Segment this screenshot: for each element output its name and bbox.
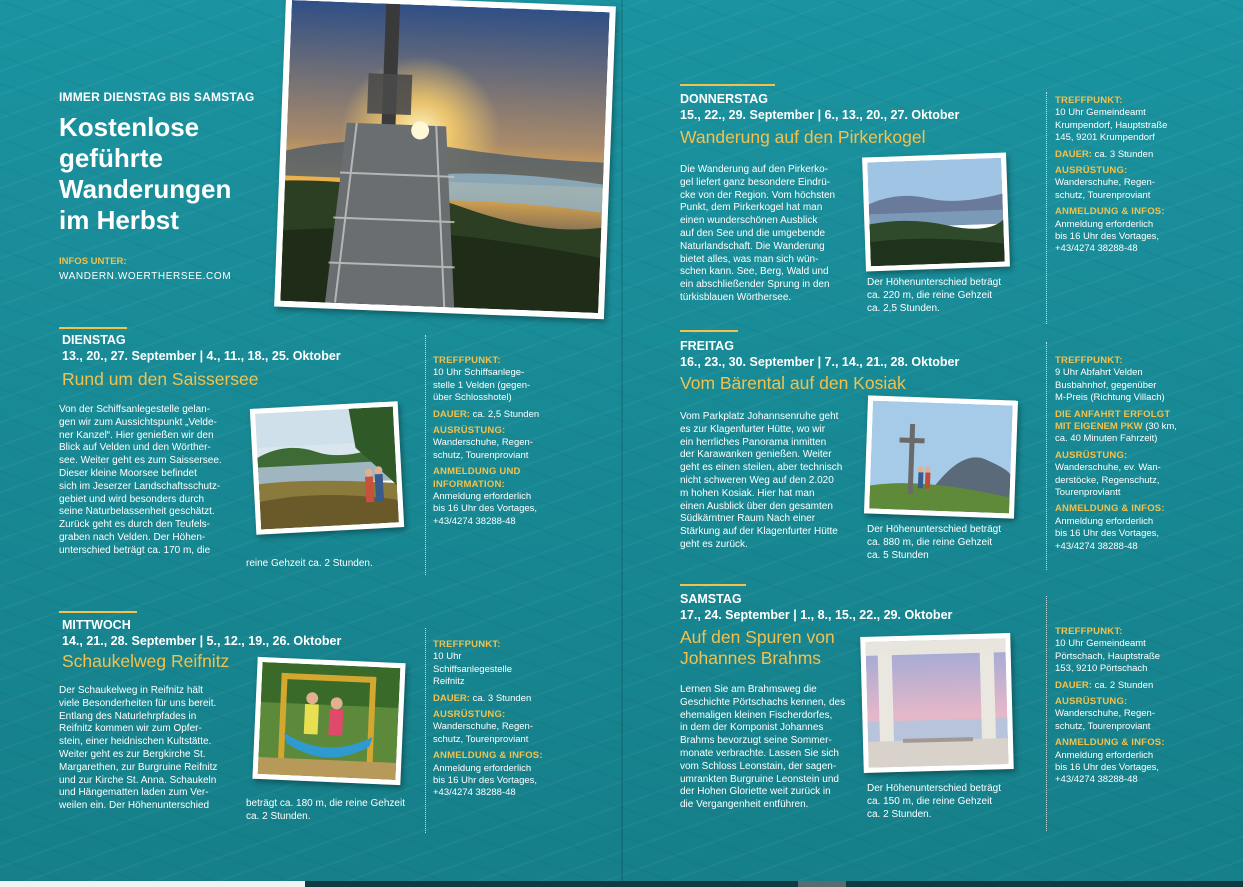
text-line: gel liefert ganz besondere Eindrü- xyxy=(680,176,831,188)
text-line: der Karawanken genießen. Weiter xyxy=(680,449,832,461)
anmeldung-value xyxy=(433,763,563,800)
text-line: Der Höhenunterschied beträgt xyxy=(867,783,1001,794)
swing-image xyxy=(258,662,401,780)
text-line: see. Weiter geht es zum Saissersee. xyxy=(59,455,222,467)
text-line: einen wunderschönen Ausblick xyxy=(680,215,818,227)
dauer-label: DAUER: xyxy=(433,408,470,420)
tour-title: Wanderung auf den Pirkerkogel xyxy=(680,127,926,147)
tour-title: Vom Bärental auf den Kosiak xyxy=(680,373,906,393)
tour-day: DIENSTAG xyxy=(62,333,126,347)
text-line: Reifnitz xyxy=(433,676,465,688)
anfahrt-label: DIE ANFAHRT ERFOLGT xyxy=(1055,408,1171,420)
tower-sunset-image xyxy=(280,0,609,313)
tour-description xyxy=(680,411,860,552)
photo-caption xyxy=(867,277,1001,315)
text-line: ein herrliches Panorama inmitten xyxy=(680,436,827,448)
phone-number[interactable]: +43/4274 38288-48 xyxy=(1055,243,1138,255)
dauer-value: ca. 3 Stunden xyxy=(472,692,532,704)
summit-cross-image xyxy=(869,401,1013,514)
ausruestung-label: AUSRÜSTUNG: xyxy=(433,709,506,721)
gloriette-image xyxy=(865,638,1008,768)
text-line: schen kann. See, Berg, Wald und xyxy=(680,266,829,278)
anfahrt-row xyxy=(1055,421,1190,433)
text-line: Brahms bevorzugt seine Sommer- xyxy=(680,735,832,747)
text-line: nicht schweren Weg auf den 2.020 xyxy=(680,474,834,486)
text-line: bis 16 Uhr des Vortages, xyxy=(1055,528,1160,540)
treffpunkt-label: TREFFPUNKT: xyxy=(1055,626,1123,637)
ausruestung-label: AUSRÜSTUNG: xyxy=(1055,449,1128,461)
text-line: Punkt, dem Pirkerkogel hat man xyxy=(680,202,823,214)
text-line: Wanderschuhe, ev. Wan- xyxy=(1055,462,1161,474)
text-line: ca. 2 Stunden. xyxy=(867,808,932,820)
text-line: 145, 9201 Krumpendorf xyxy=(1055,132,1155,144)
text-line: Die Wanderung auf den Pirkerko- xyxy=(680,164,829,175)
text-line: ner Kanzel“. Hier genießen wir den xyxy=(59,429,214,441)
tour-description xyxy=(680,164,860,305)
anmeldung-value xyxy=(1055,750,1185,787)
dauer-label: DAUER: xyxy=(1055,148,1092,160)
text-line: Reifnitz kommen wir zum Opfer- xyxy=(59,723,202,735)
anmeldung-value xyxy=(1055,516,1190,553)
section-rule xyxy=(680,330,738,332)
tour-dates: 16., 23., 30. September | 7., 14., 21., 28. Oktober xyxy=(680,355,960,369)
anfahrt-label: MIT EIGENEM PKW xyxy=(1055,421,1143,433)
text-line: und zur Kirche St. Anna. Schaukeln xyxy=(59,774,217,786)
text-line: bis 16 Uhr des Vortages, xyxy=(1055,231,1160,243)
treffpunkt-value xyxy=(433,367,563,404)
text-line: Naturlandschaft. Die Wanderung xyxy=(680,240,825,252)
text-line: ca. 220 m, die reine Gehzeit xyxy=(867,289,993,301)
text-line: M-Preis (Richtung Villach) xyxy=(1055,392,1165,404)
text-line: Wanderschuhe, Regen- xyxy=(1055,708,1155,720)
anmeldung-label: ANMELDUNG & INFOS: xyxy=(433,750,543,762)
treffpunkt-value xyxy=(1055,638,1185,675)
text-line: weilen ein. Der Höhenunterschied xyxy=(59,800,210,812)
text-line: Geschichte Pörtschachs kennen, des xyxy=(680,696,846,708)
tour-dates: 13., 20., 27. September | 4., 11., 18., 25. Oktober xyxy=(62,349,341,363)
text-line: 10 Uhr Gemeindeamt xyxy=(1055,638,1146,650)
text-line: Wanderschuhe, Regen- xyxy=(1055,177,1155,189)
anfahrt-note: ca. 40 Minuten Fahrzeit) xyxy=(1055,433,1158,445)
text-line: ca. 5 Stunden xyxy=(867,549,929,561)
anmeldung-value xyxy=(1055,219,1185,256)
treffpunkt-label: TREFFPUNKT: xyxy=(433,355,501,366)
text-line: die Vergangenheit entführen. xyxy=(680,799,809,811)
ausruestung-value xyxy=(1055,462,1190,499)
text-line: Schiffsanlegestelle xyxy=(433,663,513,675)
dauer-value: ca. 2,5 Stunden xyxy=(472,408,540,420)
page-title xyxy=(59,112,269,236)
text-line: Anmeldung erforderlich xyxy=(1055,218,1154,230)
bottom-edge xyxy=(0,881,1243,887)
text-line: sich im Jeserzer Landschaftsschutz- xyxy=(59,480,221,492)
panorama-image xyxy=(867,158,1005,267)
text-line: 10 Uhr xyxy=(433,651,462,663)
text-line: auf den See und die umgebende xyxy=(680,227,826,239)
tour-info xyxy=(1055,95,1185,260)
text-line: Anmeldung erforderlich xyxy=(1055,749,1154,761)
text-line: cke von der Region. Vom höchsten xyxy=(680,189,836,201)
intro-kicker: IMMER DIENSTAG BIS SAMSTAG xyxy=(59,90,255,104)
info-divider xyxy=(425,335,426,575)
text-line: Vom Parkplatz Johannsenruhe geht xyxy=(680,411,839,422)
text-line: Der Höhenunterschied beträgt xyxy=(867,524,1001,535)
tour-dates: 15., 22., 29. September | 6., 13., 20., 27. Oktober xyxy=(680,108,960,122)
text-line: schutz, Tourenproviant xyxy=(433,733,529,745)
text-line: gen wir zum Aussichtspunkt „Velde- xyxy=(59,416,217,428)
text-line: ehemaligen kleinen Fischerdorfes, xyxy=(680,709,833,721)
text-line: vom Schloss Leonstain, der sagen- xyxy=(680,760,837,772)
photo-caption xyxy=(246,798,405,824)
text-line: geht es zurück. xyxy=(680,538,748,550)
tour-day: SAMSTAG xyxy=(680,592,742,606)
text-line: 153, 9210 Pörtschach xyxy=(1055,663,1148,675)
info-divider xyxy=(1046,596,1047,831)
section-rule xyxy=(680,84,775,86)
text-line: Weiter geht es zur Bergkirche St. xyxy=(59,748,206,760)
photo-caption: reine Gehzeit ca. 2 Stunden. xyxy=(246,558,373,569)
text-line: ca. 150 m, die reine Gehzeit xyxy=(867,795,993,807)
text-line: Margarethen, zur Burgruine Reifnitz xyxy=(59,761,218,773)
title-line: Auf den Spuren von xyxy=(680,627,835,647)
text-line: türkisblauen Wörthersee. xyxy=(680,291,792,303)
anfahrt-note: (30 km, xyxy=(1142,421,1177,433)
photo-saissersee xyxy=(250,401,404,535)
text-line: graben nach Velden. Der Höhen- xyxy=(59,531,206,543)
page-spine xyxy=(621,0,623,887)
infos-url[interactable]: WANDERN.WOERTHERSEE.COM xyxy=(59,271,232,282)
text-line: und Hängematten laden zum Ver- xyxy=(59,787,209,799)
ausruestung-value xyxy=(1055,708,1185,733)
text-line: gebiet und wird besonders durch xyxy=(59,493,205,505)
text-line: ca. 880 m, die reine Gehzeit xyxy=(867,536,993,548)
text-line: Tourenproviantt xyxy=(1055,487,1121,499)
section-rule xyxy=(59,611,137,613)
text-line: bietet alles, was man sich wün- xyxy=(680,253,819,265)
info-divider xyxy=(1046,92,1047,324)
dauer-row xyxy=(433,409,563,421)
text-line: Busbahnhof, gegenüber xyxy=(1055,379,1157,391)
text-line: beträgt ca. 180 m, die reine Gehzeit xyxy=(246,798,405,809)
text-line: Stärkung auf der Klagenfurter Hütte xyxy=(680,526,838,538)
text-line: Anmeldung erforderlich xyxy=(1055,515,1154,527)
text-line: Entlang des Naturlehrpfades in xyxy=(59,710,197,722)
ausruestung-label: AUSRÜSTUNG: xyxy=(1055,696,1128,708)
ausruestung-label: AUSRÜSTUNG: xyxy=(433,425,506,437)
text-line: stein, einer heidnischen Kultstätte. xyxy=(59,736,212,748)
text-line: geht es einen steilen, aber technisch xyxy=(680,462,843,474)
tour-description xyxy=(680,684,860,812)
anmeldung-label: ANMELDUNG UND xyxy=(433,466,521,478)
text-line: schutz, Tourenproviant xyxy=(433,449,529,461)
tour-info xyxy=(433,355,563,532)
text-line: unterschied beträgt ca. 170 m, die xyxy=(59,544,211,556)
text-line: einen Ausblick über den gesamten xyxy=(680,500,833,512)
text-line: Zurück geht es durch den Teufels- xyxy=(59,519,211,531)
text-line: bis 16 Uhr des Vortages, xyxy=(433,503,538,515)
title-line: im Herbst xyxy=(59,205,179,235)
tour-title: Schaukelweg Reifnitz xyxy=(62,651,230,671)
infos-label: INFOS UNTER: xyxy=(59,256,127,267)
text-line: Lernen Sie am Brahmsweg die xyxy=(680,684,817,695)
treffpunkt-label: TREFFPUNKT: xyxy=(1055,95,1123,106)
phone-number[interactable]: +43/4274 38288-48 xyxy=(433,515,516,527)
treffpunkt-value xyxy=(1055,107,1185,144)
title-line: Johannes Brahms xyxy=(680,648,822,668)
section-rule xyxy=(680,584,746,586)
dauer-label: DAUER: xyxy=(433,692,470,704)
tour-dates: 14., 21., 28. September | 5., 12., 19., 26. Oktober xyxy=(62,634,342,648)
tour-info xyxy=(1055,355,1190,557)
text-line: seine Naturbelassenheit geschätzt. xyxy=(59,506,215,518)
text-line: stelle 1 Velden (gegen- xyxy=(433,379,531,391)
text-line: Anmeldung erforderlich xyxy=(433,491,532,503)
photo-brahmsweg xyxy=(860,633,1014,773)
text-line: derstöcke, Regenschutz, xyxy=(1055,474,1160,486)
lake-hikers-image xyxy=(255,406,399,529)
tour-day: MITTWOCH xyxy=(62,618,131,632)
text-line: m hohen Kosiak. Hier hat man xyxy=(680,487,815,499)
text-line: bis 16 Uhr des Vortages, xyxy=(433,775,538,787)
text-line: Blick auf Velden und den Wörther- xyxy=(59,442,211,454)
text-line: viele Besonderheiten für uns bereit. xyxy=(59,697,217,709)
text-line: es zur Klagenfurter Hütte, wo wir xyxy=(680,423,826,435)
ausruestung-value xyxy=(433,437,563,462)
phone-number[interactable]: +43/4274 38288-48 xyxy=(433,787,516,799)
text-line: schutz, Tourenproviant xyxy=(1055,720,1151,732)
tour-day: FREITAG xyxy=(680,339,734,353)
text-line: ca. 2 Stunden. xyxy=(246,810,311,822)
section-rule xyxy=(59,327,127,329)
treffpunkt-value xyxy=(1055,367,1190,404)
text-line: Der Höhenunterschied beträgt xyxy=(867,277,1001,288)
text-line: Krumpendorf, Hauptstraße xyxy=(1055,119,1168,131)
text-line: der Hohen Gloriette weit zurück in xyxy=(680,786,831,798)
bottom-edge-mark xyxy=(798,881,846,887)
text-line: Dieser kleine Moorsee befindet xyxy=(59,467,197,479)
ausruestung-value xyxy=(1055,177,1185,202)
tour-info xyxy=(433,639,563,804)
text-line: Wanderschuhe, Regen- xyxy=(433,721,533,733)
treffpunkt-label: TREFFPUNKT: xyxy=(1055,355,1123,366)
anmeldung-label: ANMELDUNG & INFOS: xyxy=(1055,503,1165,515)
ausruestung-label: AUSRÜSTUNG: xyxy=(1055,165,1128,177)
tour-title xyxy=(680,627,835,669)
text-line: bis 16 Uhr des Vortages, xyxy=(1055,762,1160,774)
tour-day: DONNERSTAG xyxy=(680,92,768,106)
text-line: 9 Uhr Abfahrt Velden xyxy=(1055,367,1143,379)
anmeldung-value xyxy=(433,491,563,528)
text-line: Pörtschach, Hauptstraße xyxy=(1055,650,1161,662)
photo-kosiak xyxy=(864,395,1018,518)
photo-pirkerkogel xyxy=(862,153,1010,272)
dauer-row xyxy=(1055,680,1185,692)
text-line: ein abschließender Sprung in den xyxy=(680,279,830,291)
anmeldung-label: INFORMATION: xyxy=(433,478,505,490)
phone-number[interactable]: +43/4274 38288-48 xyxy=(1055,540,1138,552)
tour-description xyxy=(59,404,249,558)
text-line: schutz, Tourenproviant xyxy=(1055,189,1151,201)
photo-caption xyxy=(867,524,1001,562)
dauer-value: ca. 3 Stunden xyxy=(1094,148,1154,160)
tour-title: Rund um den Saissersee xyxy=(62,369,259,389)
text-line: 10 Uhr Schiffsanlege- xyxy=(433,367,525,379)
title-line: Wanderungen xyxy=(59,174,232,204)
dauer-label: DAUER: xyxy=(1055,679,1092,691)
dauer-row xyxy=(433,693,563,705)
ausruestung-value xyxy=(433,721,563,746)
text-line: Anmeldung erforderlich xyxy=(433,762,532,774)
text-line: Wanderschuhe, Regen- xyxy=(433,437,533,449)
hero-photo-tower xyxy=(274,0,616,319)
bottom-edge-light xyxy=(0,881,305,887)
anmeldung-label: ANMELDUNG & INFOS: xyxy=(1055,206,1165,218)
treffpunkt-label: TREFFPUNKT: xyxy=(433,639,501,650)
anmeldung-label: ANMELDUNG & INFOS: xyxy=(1055,737,1165,749)
text-line: über Schlosshotel) xyxy=(433,392,512,404)
text-line: umrankten Burgruine Leonstein und xyxy=(680,773,839,785)
info-divider xyxy=(1046,342,1047,570)
text-line: Von der Schiffsanlegestelle gelan- xyxy=(59,404,211,415)
tour-info xyxy=(1055,626,1185,791)
dauer-row xyxy=(1055,149,1185,161)
text-line: Der Schaukelweg in Reifnitz hält xyxy=(59,685,203,696)
text-line: ca. 2,5 Stunden. xyxy=(867,302,940,314)
phone-number[interactable]: +43/4274 38288-48 xyxy=(1055,774,1138,786)
dauer-value: ca. 2 Stunden xyxy=(1094,679,1154,691)
text-line: monate verbrachte. Lassen Sie sich xyxy=(680,747,839,759)
photo-schaukelweg xyxy=(252,657,405,785)
text-line: 10 Uhr Gemeindeamt xyxy=(1055,107,1146,119)
text-line: Südkärntner Raum Nach einer xyxy=(680,513,816,525)
photo-caption xyxy=(867,783,1001,821)
tour-description xyxy=(59,685,249,813)
treffpunkt-value xyxy=(433,651,563,688)
title-line: Kostenlose xyxy=(59,112,200,142)
info-divider xyxy=(425,628,426,833)
title-line: geführte xyxy=(59,143,163,173)
tour-dates: 17., 24. September | 1., 8., 15., 22., 29. Oktober xyxy=(680,608,953,622)
text-line: in dem der Komponist Johannes xyxy=(680,722,824,734)
